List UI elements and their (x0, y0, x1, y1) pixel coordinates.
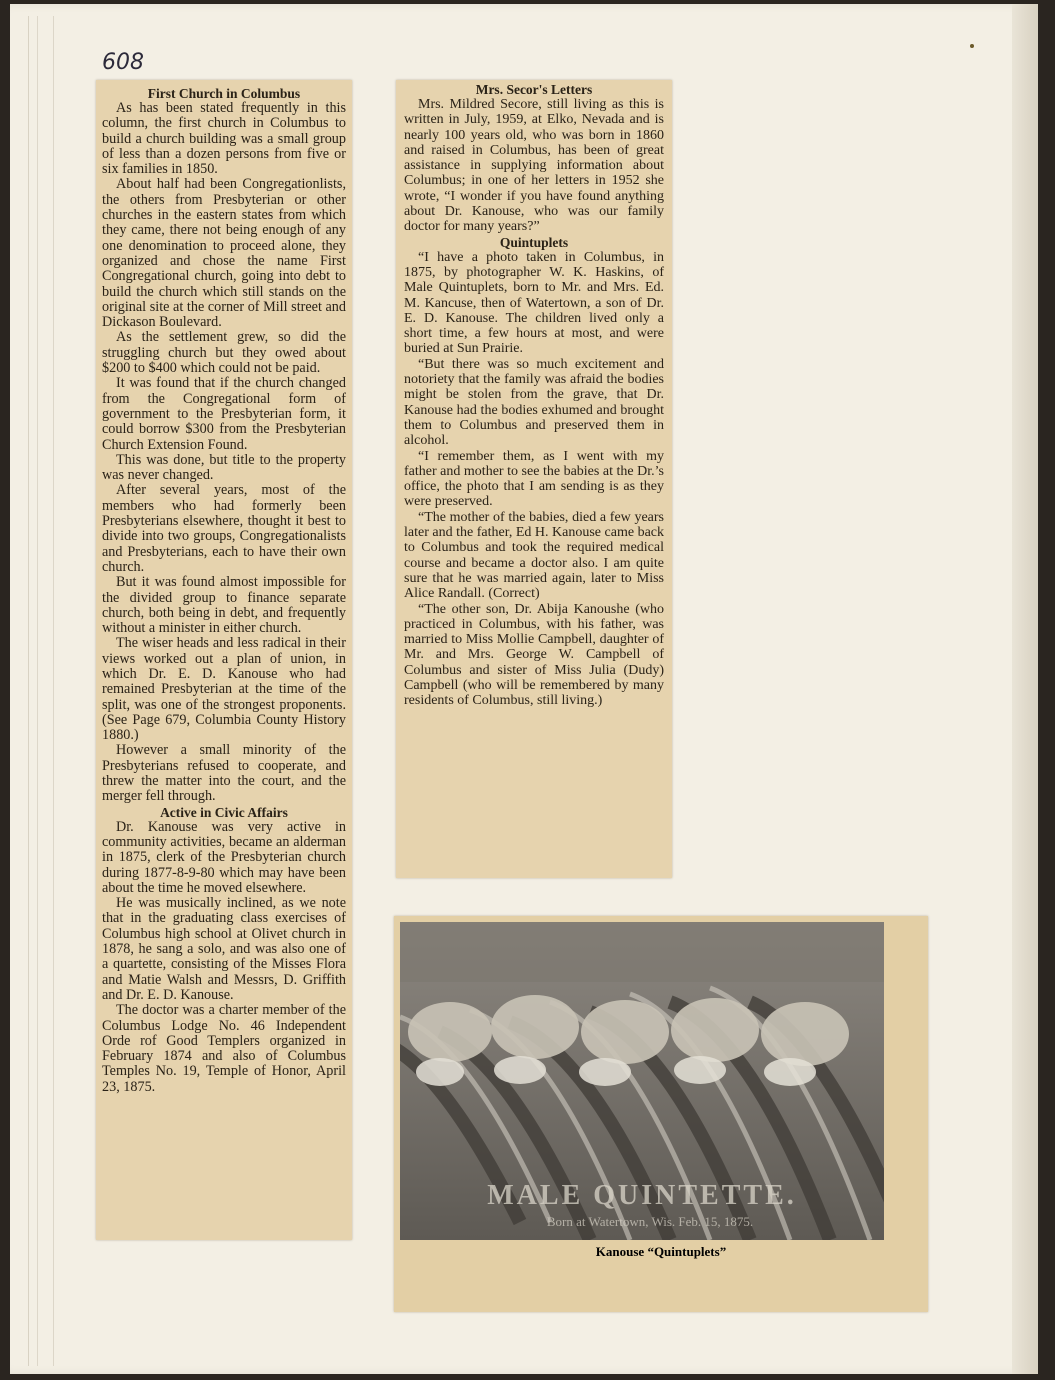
photo-caption: Kanouse “Quintuplets” (595, 1244, 727, 1259)
photo-subtitle: Born at Watertown, Wis. Feb. 15, 1875. (546, 1214, 754, 1229)
article-paragraph: Mrs. Mildred Secore, still living as this is written in July, 1959, at Elko, Nevada and is nearly 100 years old, who was born in 1860 and raised in Columbus, has been of great assistance in supplying information about Columbus; in one of her letters in 1952 she wrote, “I wonder if you have found anything about Dr. Kanouse, who was our family doctor for many years?” (404, 97, 664, 235)
article-subheading: Quintuplets (499, 234, 569, 250)
photo-title: MALE QUINTETTE. (487, 1180, 797, 1211)
article-paragraph: “But there was so much excitement and notoriety that the family was afraid the bodies might be stolen from the grave, that Dr. Kanouse had the bodies exhumed and brought them to Columbus and preserved them in alcohol. (404, 356, 664, 449)
newspaper-clipping-left (96, 80, 352, 1240)
article-paragraph: As the settlement grew, so did the struggling church but they owed about $200 to $400 which could not be paid. (102, 329, 346, 377)
photo-image (400, 922, 884, 1240)
article-paragraph: About half had been Congregationlists, the others from Presbyterian or other churches in the eastern states from which they came, there not being enough of any one denomination to proceed alone, they organized and chose the name First Congregational church, going into debt to build the church which still stands on the original site at the corner of Mill street and Dickason Boulevard. (102, 176, 346, 331)
article-paragraph: “I remember them, as I went with my father and mother to see the babies at the Dr.’s office, the photo that I am sending is as they were preserved. (404, 448, 664, 510)
page-edge (1012, 4, 1038, 1374)
article-heading: Mrs. Secor's Letters (475, 82, 593, 97)
article-subheading: Active in Civic Affairs (160, 804, 288, 820)
article-paragraph: However a small minority of the Presbyterians refused to cooperate, and threw the matter into the court, and the merger fell through. (102, 742, 346, 805)
article-paragraph: “The other son, Dr. Abija Kanoushe (who practiced in Columbus, with his father, was married to Miss Mollie Campbell, daughter of Mr. and Mrs. George W. Campbell of Columbus and sister of Miss Julia (Dudy) Campbell (who will be remembered by many residents of Columbus, still living.) (404, 601, 664, 709)
article-paragraph: Dr. Kanouse was very active in community activities, became an alderman in 1875, clerk of the Presbyterian church during 1877-8-9-80 which may have been about the time he moved elsewhere. (102, 818, 346, 896)
binding-edge (28, 16, 54, 1366)
article-paragraph: After several years, most of the members who had formerly been Presbyterians elsewhere, thought it best to divide into two groups, Congregationalists and Presbyterians, each to have their own church. (102, 482, 346, 575)
article-paragraph: As has been stated frequently in this column, the first church in Columbus to build a church building was a small group of less than a dozen persons from five or six families in 1850. (102, 100, 346, 178)
page-number: 608 (102, 50, 144, 75)
article-paragraph: He was musically inclined, as we note that in the graduating class exercises of Columbus high school at Olivet church in 1878, he sang a solo, and was also one of a quartette, consisting of the Misses Flora and Matie Walsh and Messrs, D. Griffith and Dr. E. D. Kanouse. (102, 895, 346, 1003)
article-paragraph: “I have a photo taken in Columbus, in 1875, by photographer W. K. Haskins, of Male Quintuplets, born to Mr. and Mrs. Ed. M. Kancuse, then of Watertown, a son of Dr. E. D. Kanouse. The children lived only a short time, a few hours at most, and were buried at Sun Prairie. (404, 249, 664, 357)
article-paragraph: But it was found almost impossible for the divided group to finance separate church, both being in debt, and frequently without a minister in either church. (102, 574, 346, 637)
article-paragraph: This was done, but title to the property was never changed. (102, 451, 346, 484)
newspaper-clipping-right (396, 80, 672, 878)
quintuplets-photo (400, 922, 884, 1240)
article-paragraph: It was found that if the church changed from the Congregational form of government to the Presbyterian form, it could borrow $300 from the Presbyterian Church Extension Found. (102, 375, 346, 453)
article-heading: First Church in Columbus (147, 86, 301, 101)
photo-clipping (394, 916, 928, 1312)
article-paragraph: The wiser heads and less radical in their views worked out a plan of union, in which Dr. E. D. Kanouse who had remained Presbyterian at the time of the split, was one of the strongest proponents. (See Page 679, Columbia County History 1880.) (102, 635, 346, 744)
stain-mark (970, 44, 974, 48)
article-paragraph: “The mother of the babies, died a few years later and the father, Ed H. Kanouse came back to Columbus and took the required medical course and became a doctor also. I am quite sure that he was married again, later to Miss Alice Randall. (Correct) (404, 509, 664, 602)
article-paragraph: The doctor was a charter member of the Columbus Lodge No. 46 Independent Orde rof Good Templers organized in February 1874 and also of Columbus Temples No. 19, Temple of Honor, April 23, 1875. (102, 1002, 346, 1095)
